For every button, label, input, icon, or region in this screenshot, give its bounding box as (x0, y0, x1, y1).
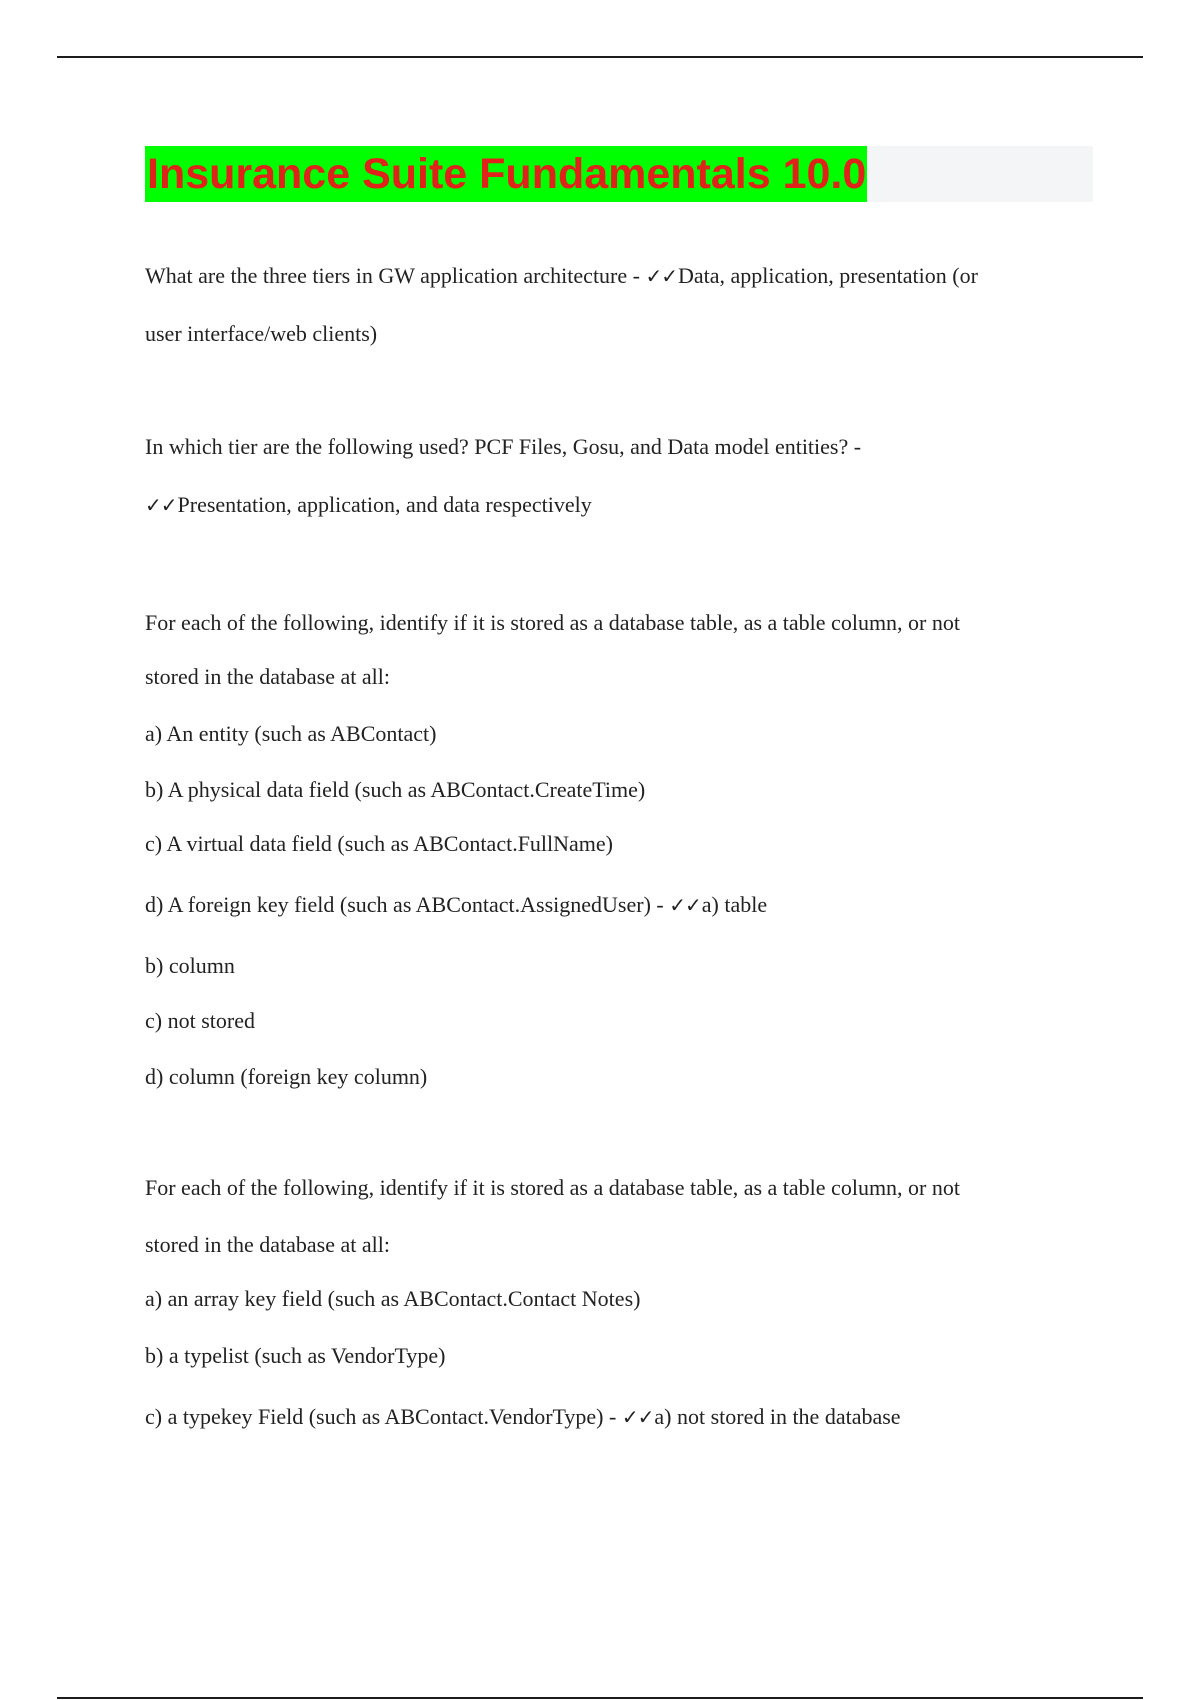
header-rule (57, 56, 1143, 58)
q4-item-b: b) a typelist (such as VendorType) (145, 1343, 446, 1368)
q4-item-a: a) an array key field (such as ABContact.Contact Notes) (145, 1286, 641, 1311)
footer-rule (57, 1697, 1143, 1699)
q3-line-2: stored in the database at all: (145, 664, 390, 689)
q2-answer: Presentation, application, and data respectively (177, 492, 592, 517)
q3-item-b: b) A physical data field (such as ABContact.CreateTime) (145, 777, 646, 802)
check-mark-icon: ✓✓ (645, 264, 677, 288)
q1-question: What are the three tiers in GW application architecture - (145, 263, 646, 288)
q4-item-c (145, 1403, 901, 1431)
q3-answer-b: b) column (145, 953, 235, 978)
title-band (145, 146, 1093, 202)
q4-item-c-question: c) a typekey Field (such as ABContact.VendorType) - (145, 1404, 622, 1429)
q4-line-1: For each of the following, identify if it is stored as a database table, as a table column, or not (145, 1175, 960, 1200)
q3-item-a: a) An entity (such as ABContact) (145, 721, 437, 746)
check-mark-icon: ✓✓ (621, 1405, 654, 1429)
q3-answer-d: d) column (foreign key column) (145, 1064, 428, 1089)
q3-item-d-question: d) A foreign key field (such as ABContact.AssignedUser) - (145, 892, 670, 917)
q3-item-c: c) A virtual data field (such as ABContact.FullName) (145, 831, 614, 856)
q1-line-2: user interface/web clients) (145, 321, 378, 346)
q4-answer-a: a) not stored in the database (654, 1404, 901, 1429)
q1-answer: Data, application, presentation (or (677, 263, 978, 288)
q2-line-2 (145, 491, 592, 519)
q3-line-1: For each of the following, identify if it is stored as a database table, as a table column, or not (145, 610, 960, 635)
q3-item-d (145, 891, 767, 919)
q4-line-2: stored in the database at all: (145, 1232, 390, 1257)
document-title: Insurance Suite Fundamentals 10.0 (145, 146, 867, 202)
q2-line-1: In which tier are the following used? PCF Files, Gosu, and Data model entities? - (145, 434, 862, 459)
q3-answer-a: a) table (701, 892, 768, 917)
q1-line-1 (145, 262, 978, 290)
check-mark-icon: ✓✓ (669, 893, 701, 917)
check-mark-icon: ✓✓ (145, 493, 177, 517)
q3-answer-c: c) not stored (145, 1008, 255, 1033)
